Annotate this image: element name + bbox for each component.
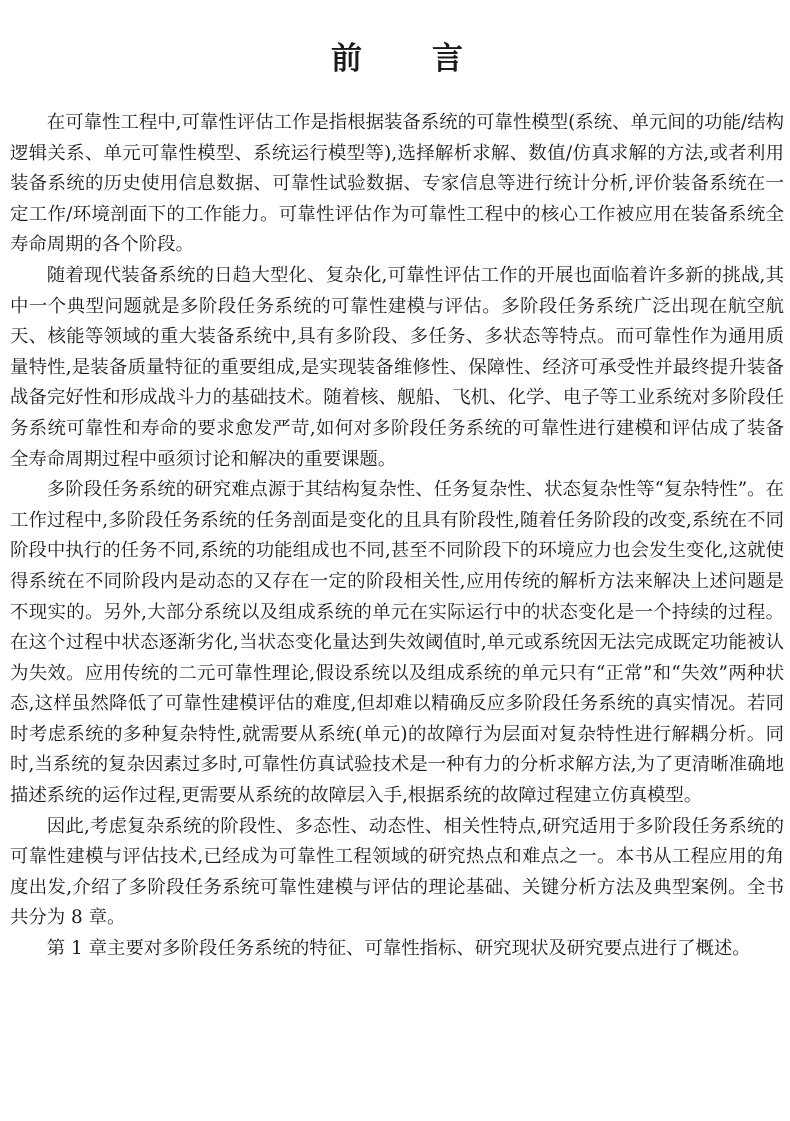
paragraph-4: 因此,考虑复杂系统的阶段性、多态性、动态性、相关性特点,研究适用于多阶段任务系统的可靠性建模与评估技术,已经成为可靠性工程领域的研究热点和难点之一。本书从工程应用的角度出发,介绍了多阶段任务系统可靠性建模与评估的理论基础、关键分析方法及典型案例。全书共分为 8 章。 xyxy=(10,815,784,929)
paragraph-3: 多阶段任务系统的研究难点源于其结构复杂性、任务复杂性、状态复杂性等“复杂特性”。在工作过程中,多阶段任务系统的任务剖面是变化的且具有阶段性,随着任务阶段的改变,系统在不同阶段中执行的任务不同,系统的功能组成也不同,甚至不同阶段下的环境应力也会发生变化,这就使得系统在不同阶段内是动态的又存在一定的阶段相关性,应用传统的解析方法来解决上述问题是不现实的。另外,大部分系统以及组成系统的单元在实际运行中的状态变化是一个持续的过程。在这个过程中状态逐渐劣化,当状态变化量达到失效阈值时,单元或系统因无法完成既定功能被认为失效。应用传统的二元可靠性理论,假设系统以及组成系统的单元只有“正常”和“失效”两种状态,这样虽然降低了可靠性建模评估的难度,但却难以精确反应多阶段任务系统的真实情况。若同时考虑系统的多种复杂特性,就需要从系统(单元)的故障行为层面对复杂特性进行解耦分析。同时,当系统的复杂因素过多时,可靠性仿真试验技术是一种有力的分析求解方法,为了更清晰准确地描述系统的运作过程,更需要从系统的故障层入手,根据系统的故障过程建立仿真模型。 xyxy=(10,479,784,807)
paragraph-5: 第 1 章主要对多阶段任务系统的特征、可靠性指标、研究现状及研究要点进行了概述。 xyxy=(46,938,751,960)
title-char-1: 前 xyxy=(331,40,362,77)
page-title xyxy=(10,30,784,80)
paragraph-2: 随着现代装备系统的日趋大型化、复杂化,可靠性评估工作的开展也面临着许多新的挑战,其中一个典型问题就是多阶段任务系统的可靠性建模与评估。多阶段任务系统广泛出现在航空航天、核能等领域的重大装备系统中,具有多阶段、多任务、多状态等特点。而可靠性作为通用质量特性,是装备质量特征的重要组成,是实现装备维修性、保障性、经济可承受性并最终提升装备战备完好性和形成战斗力的基础技术。随着核、舰船、飞机、化学、电子等工业系统对多阶段任务系统可靠性和寿命的要求愈发严苛,如何对多阶段任务系统的可靠性进行建模和评估成了装备全寿命周期过程中亟须讨论和解决的重要课题。 xyxy=(10,264,784,470)
title-char-2: 言 xyxy=(432,40,463,77)
preface-body xyxy=(10,108,784,965)
paragraph-1: 在可靠性工程中,可靠性评估工作是指根据装备系统的可靠性模型(系统、单元间的功能/结构逻辑关系、单元可靠性模型、系统运行模型等),选择解析求解、数值/仿真求解的方法,或者利用装备系统的历史使用信息数据、可靠性试验数据、专家信息等进行统计分析,评价装备系统在一定工作/环境剖面下的工作能力。可靠性评估作为可靠性工程中的核心工作被应用在装备系统全寿命周期的各个阶段。 xyxy=(10,112,784,256)
